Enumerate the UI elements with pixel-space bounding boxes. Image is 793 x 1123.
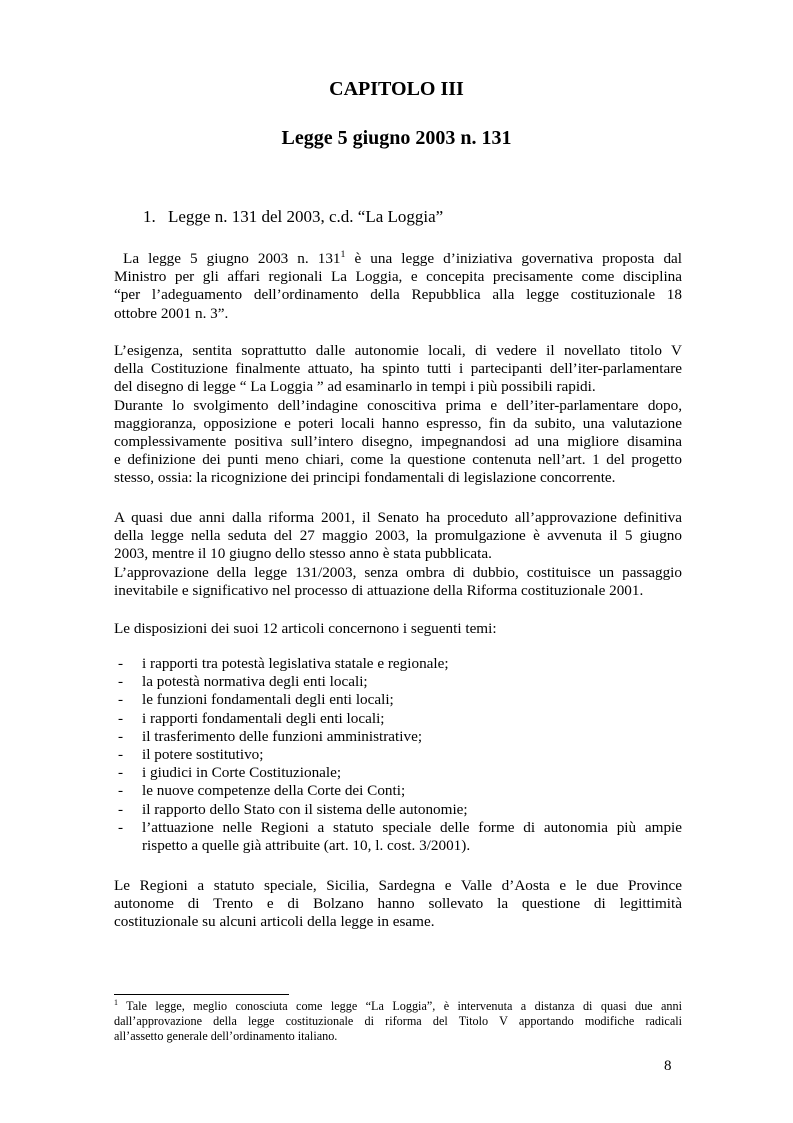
section-title: Legge n. 131 del 2003, c.d. “La Loggia”: [168, 207, 444, 226]
paragraph-line: costituzionale su alcuni articoli della legge in esame.: [114, 913, 435, 931]
paragraph-line: Ministro per gli affari regionali La Loggia, e concepita precisamente come disciplina: [114, 268, 682, 286]
footnote-line: dall’approvazione della legge costituzionale di riforma del Titolo V apportando modifiche radicali: [114, 1014, 682, 1028]
footnote-line: all’assetto generale dell’ordinamento italiano.: [114, 1029, 338, 1043]
paragraph-line: della Costituzione finalmente attuato, ha spinto tutti i partecipanti dell’iter-parlamentare: [114, 360, 682, 378]
footnote-divider: [114, 994, 289, 995]
section-heading: [143, 206, 443, 228]
paragraph-line: A quasi due anni dalla riforma 2001, il Senato ha proceduto all’approvazione definitiva: [114, 509, 682, 526]
paragraph-line: L’esigenza, sentita soprattutto dalle autonomie locali, di vedere il novellato titolo V: [114, 342, 682, 359]
paragraph-esigenza: [114, 342, 682, 488]
paragraph-line: ottobre 2001 n. 3”.: [114, 304, 229, 322]
paragraph-line: inevitabile e significativo nel processo di attuazione della Riforma costituzionale 2001.: [114, 581, 644, 599]
list-dash: -: [118, 727, 124, 745]
list-item: - il potere sostitutivo;: [118, 746, 264, 764]
paragraph-regioni: [114, 877, 682, 932]
paragraph-line: Durante lo svolgimento dell’indagine conoscitiva prima e dell’iter-parlamentare dopo,: [114, 396, 682, 414]
list-dash: -: [118, 673, 124, 691]
list-dash: -: [118, 691, 124, 709]
list-item: - la potestà normativa degli enti locali;: [118, 673, 368, 691]
list-item: - i rapporti tra potestà legislativa statale e regionale;: [118, 655, 449, 672]
list-dash: -: [118, 709, 124, 727]
footnote-line: $^1$ Tale legge, meglio conosciuta come legge “La Loggia”, è intervenuta a distanza di quasi due anni: [114, 997, 682, 1013]
paragraph-line: stesso, ossia: la ricognizione dei principi fondamentali di legislazione concorrente.: [114, 469, 616, 487]
paragraph-line: La legge 5 giugno 2003 n. $131^1$ è una legge d’iniziativa governativa proposta dal: [123, 248, 683, 267]
footnote-marker: 1: [114, 997, 118, 1007]
list-dash: -: [118, 764, 124, 782]
paragraph-line: e definizione dei punti meno chiari, come la questione contenuta nell’art. 1 del progetto: [114, 451, 682, 469]
paragraph-line: autonome di Trento e di Bolzano hanno sollevato la questione di legittimità: [114, 895, 682, 913]
list-item: - il rapporto dello Stato con il sistema delle autonomie;: [118, 800, 468, 818]
list-dash: -: [118, 782, 124, 800]
chapter-heading: CAPITOLO III: [329, 78, 464, 100]
paragraph-line: maggioranza, opposizione e poteri locali hanno espresso, fin da subito, una valutazione: [114, 414, 682, 432]
list-dash: -: [118, 655, 124, 672]
footnote: [114, 999, 682, 1044]
law-title: Legge 5 giugno 2003 n. 131: [281, 127, 512, 149]
paragraph-line: Le Regioni a statuto speciale, Sicilia, Sardegna e Valle d’Aosta e le due Province: [114, 877, 682, 894]
paragraph-line: del disegno di legge “ La Loggia ” ad esaminarlo in tempi i più possibili rapidi.: [114, 378, 596, 396]
paragraph-approvazione: [114, 509, 682, 600]
paragraph-line: della legge nella seduta del 27 maggio 2003, la promulgazione è avvenuta il 5 giugno: [114, 527, 682, 545]
paragraph-disposizioni: [114, 620, 682, 638]
list-dash: -: [118, 800, 124, 818]
list-item: - l’attuazione nelle Regioni a statuto speciale delle forme di autonomia più ampie rispetto a quelle già attribuite (art. 10, l. cost. 3/2001).: [118, 818, 682, 855]
list-item: - i rapporti fondamentali degli enti locali;: [118, 709, 385, 727]
topics-list: [114, 655, 682, 855]
paragraph-intro: [114, 250, 682, 323]
list-dash: -: [118, 818, 124, 836]
list-item: - le nuove competenze della Corte dei Conti;: [118, 782, 406, 800]
paragraph-line: Le disposizioni dei suoi 12 articoli concernono i seguenti temi:: [114, 620, 497, 637]
paragraph-line: complessivamente positiva sull’intero disegno, impegnandosi ad una migliore disamina: [114, 433, 682, 451]
list-dash: -: [118, 746, 124, 764]
section-number: 1.: [143, 207, 156, 226]
footnote-reference: 1: [340, 248, 346, 260]
paragraph-line: 2003, mentre il 10 giugno dello stesso anno è stata pubblicata.: [114, 545, 492, 563]
list-item: - i giudici in Corte Costituzionale;: [118, 764, 342, 782]
list-item: - le funzioni fondamentali degli enti locali;: [118, 691, 394, 709]
list-item: - il trasferimento delle funzioni amministrative;: [118, 727, 423, 745]
paragraph-line: “per l’adeguamento dell’ordinamento della Repubblica alla legge costituzionale 18: [114, 286, 682, 304]
page-number: 8: [664, 1058, 672, 1074]
paragraph-line: L’approvazione della legge 131/2003, senza ombra di dubbio, costituisce un passaggio: [114, 563, 682, 581]
